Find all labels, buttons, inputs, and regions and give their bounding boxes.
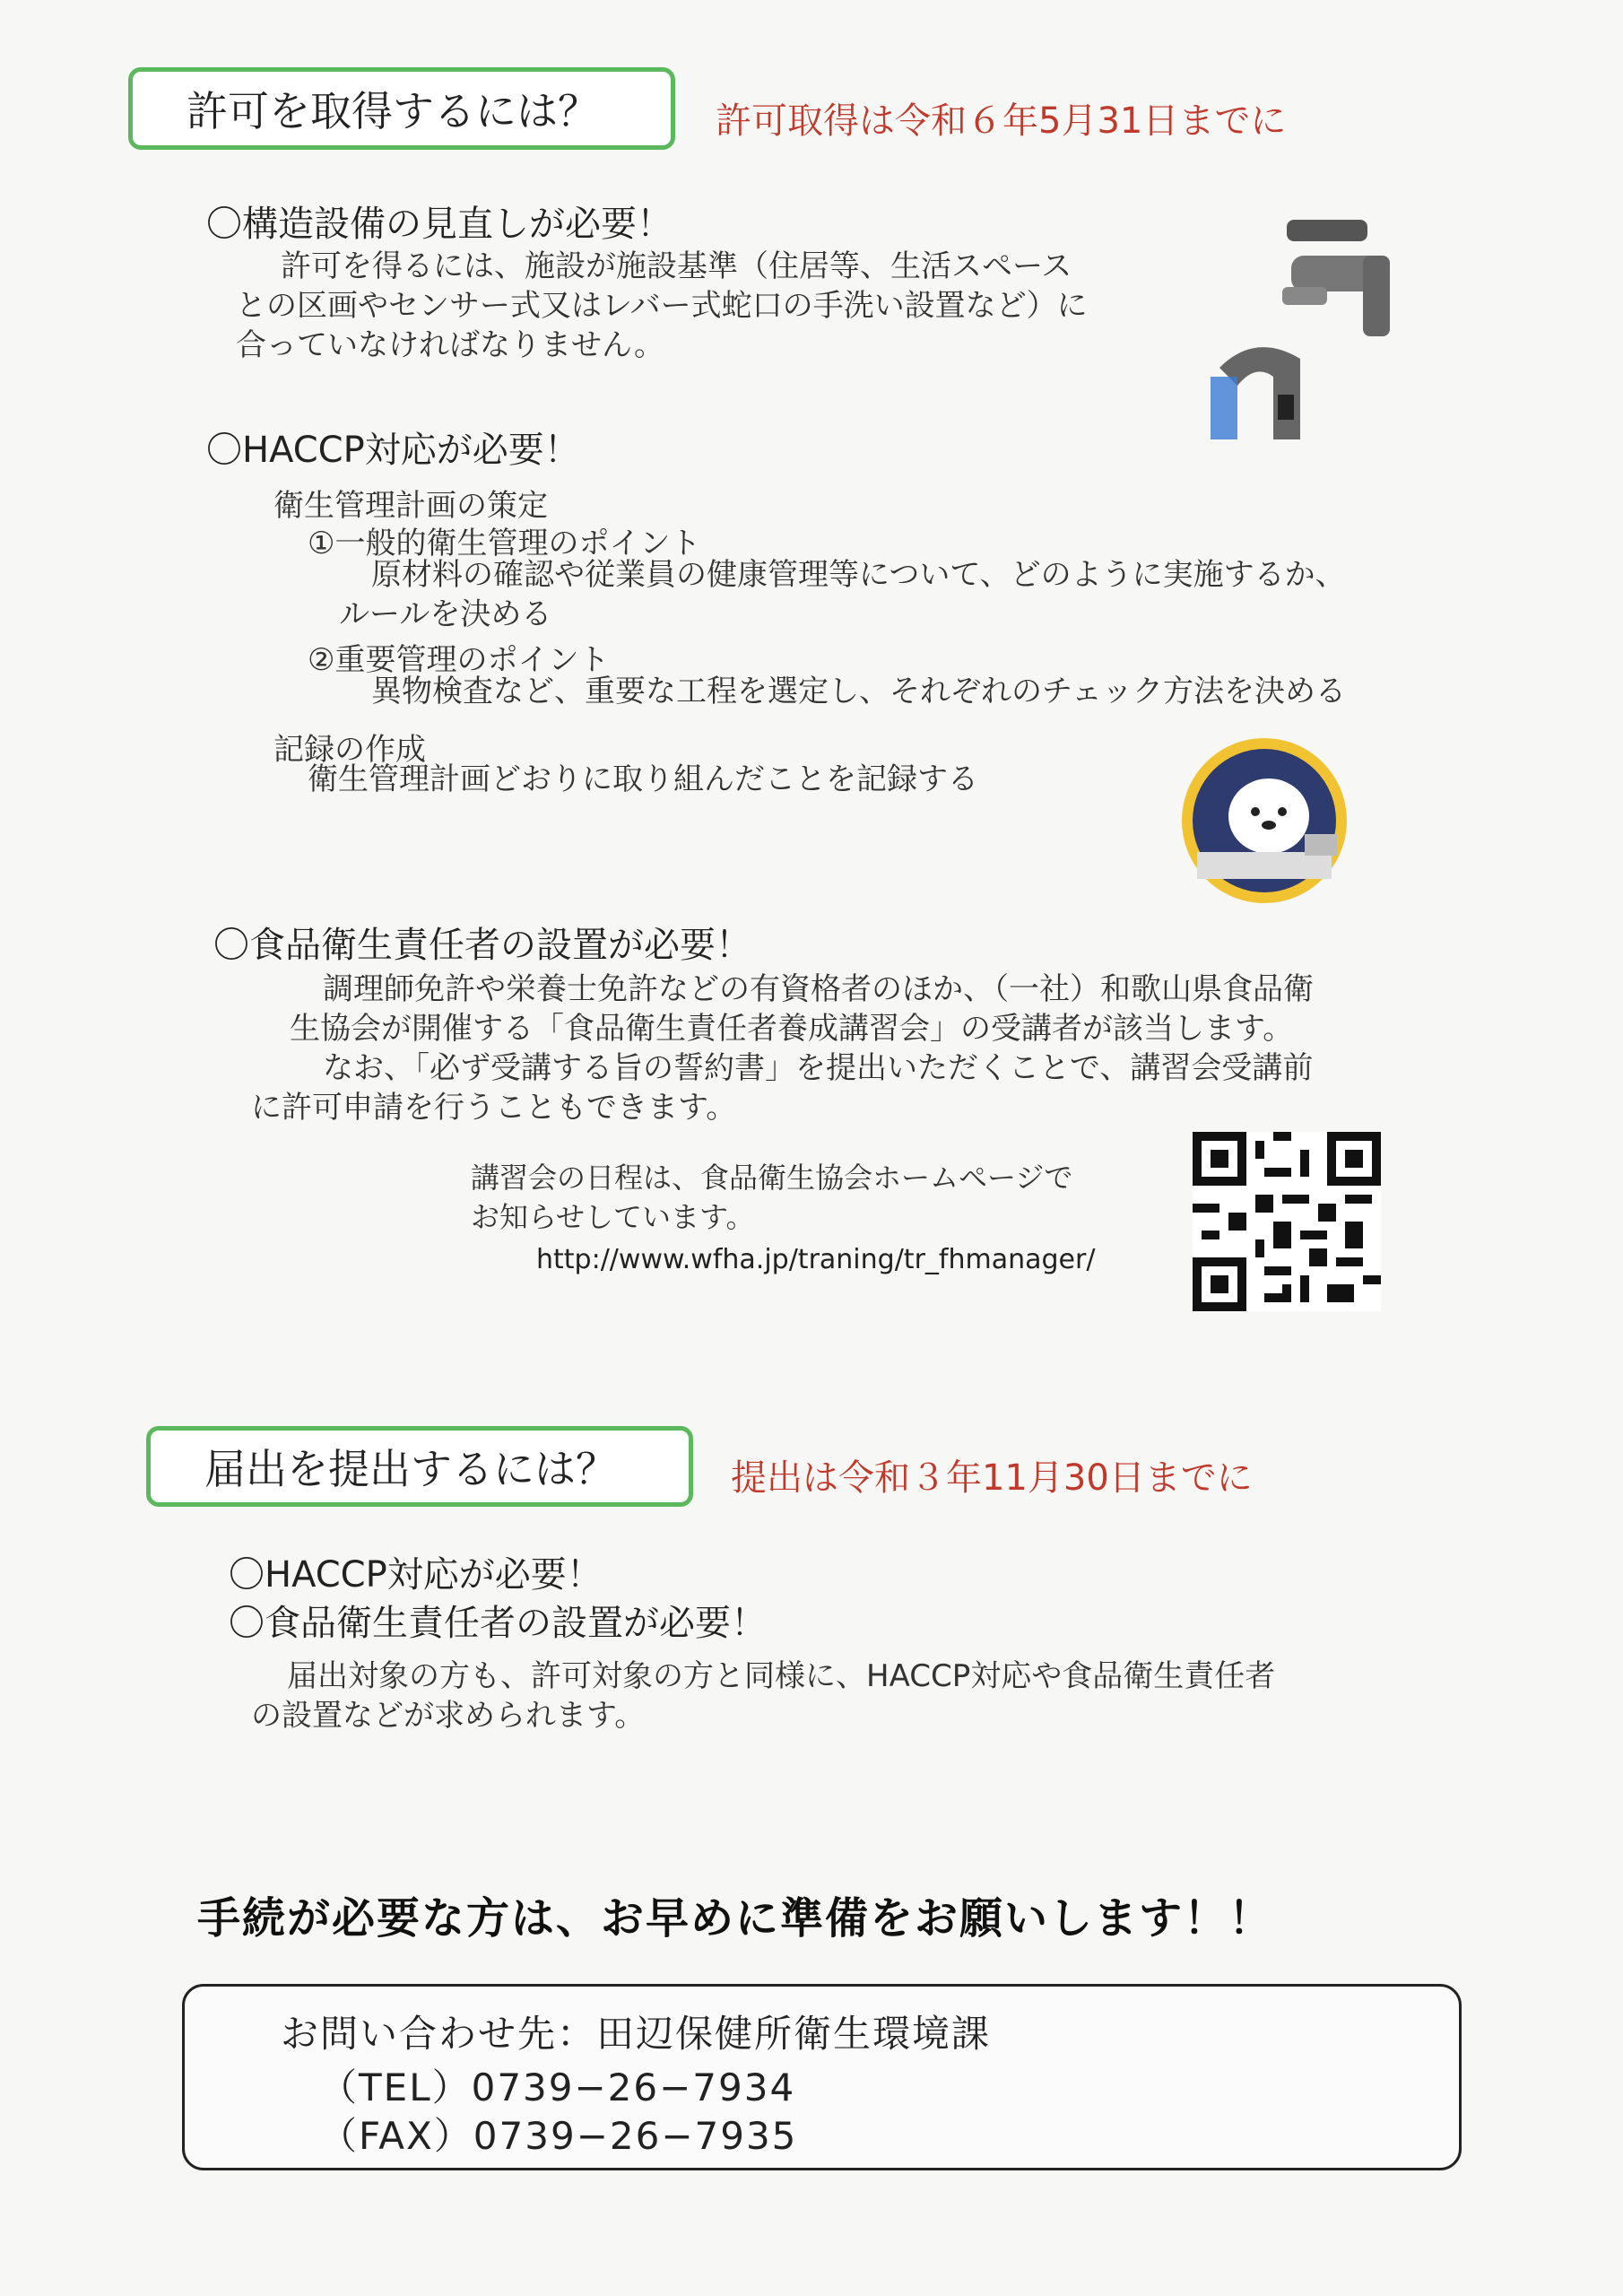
point1-title: ①一般的衛生管理のポイント — [308, 526, 701, 561]
qr-code-icon — [1193, 1132, 1381, 1311]
manager-line3: なお、「必ず受講する旨の誓約書」を提出いただくことで、講習会受講前 — [323, 1050, 1314, 1086]
mascot-dog-icon — [1161, 735, 1367, 906]
section2-item-haccp: 〇HACCP対応が必要！ — [229, 1554, 603, 1596]
section2-line2: の設置などが求められます。 — [251, 1698, 646, 1734]
manager-line4: に許可申請を行うこともできます。 — [251, 1090, 737, 1126]
training-url[interactable]: http://www.wfha.jp/traning/tr_fhmanager/ — [536, 1244, 1096, 1275]
item-manager-title: 〇食品衛生責任者の設置が必要！ — [213, 925, 751, 966]
manager-line1: 調理師免許や栄養士免許などの有資格者のほか、（一社）和歌山県食品衛 — [323, 971, 1314, 1007]
record-title: 記録の作成 — [273, 732, 426, 768]
record-text: 衛生管理計画どおりに取り組んだことを記録する — [308, 761, 978, 797]
point1-line1: 原材料の確認や従業員の健康管理等について、どのように実施するか、 — [371, 557, 1346, 593]
schedule-line1: 講習会の日程は、食品衛生協会ホームページで — [471, 1161, 1073, 1195]
callout-text: 手続が必要な方は、お早めに準備をお願いします！！ — [197, 1893, 1274, 1944]
section2-heading — [146, 1426, 693, 1507]
section2-heading-text: 届出を提出するには？ — [204, 1445, 617, 1493]
point1-line2: ルールを決める — [339, 596, 552, 632]
section2-line1: 届出対象の方も、許可対象の方と同様に、HACCP対応や食品衛生責任者 — [287, 1658, 1276, 1694]
point2-text: 異物検査など、重要な工程を選定し、それぞれのチェック方法を決める — [371, 674, 1346, 709]
plan-title: 衛生管理計画の策定 — [273, 488, 548, 524]
section2-deadline: 提出は令和３年11月30日までに — [731, 1457, 1253, 1499]
section1-heading — [128, 67, 675, 150]
contact-fax: （FAX）0739−26−7935 — [319, 2114, 798, 2158]
contact-tel: （TEL）0739−26−7934 — [319, 2066, 796, 2109]
contact-box — [182, 1984, 1462, 2170]
contact-label: お問い合わせ先：田辺保健所衛生環境課 — [281, 2012, 992, 2056]
section1-deadline: 許可取得は令和６年5月31日までに — [716, 100, 1287, 142]
item-structure-line3: 合っていなければなりません。 — [236, 327, 665, 363]
item-haccp-title: 〇HACCP対応が必要！ — [206, 430, 580, 471]
faucet-lever-icon — [1273, 215, 1399, 341]
faucet-sensor-icon — [1202, 332, 1327, 448]
point2-title: ②重要管理のポイント — [308, 642, 610, 678]
item-structure-title: 〇構造設備の見直しが必要！ — [206, 204, 673, 245]
item-structure-line2: との区画やセンサー式又はレバー式蛇口の手洗い設置など）に — [236, 288, 1088, 324]
manager-line2: 生協会が開催する「食品衛生責任者養成講習会」の受講者が該当します。 — [290, 1011, 1294, 1047]
item-structure-line1: 許可を得るには、施設が施設基準（住居等、生活スペース — [281, 248, 1072, 284]
section1-heading-text: 許可を取得するには？ — [187, 87, 599, 135]
section2-item-manager: 〇食品衛生責任者の設置が必要！ — [229, 1603, 767, 1644]
schedule-line2: お知らせしています。 — [471, 1200, 755, 1234]
